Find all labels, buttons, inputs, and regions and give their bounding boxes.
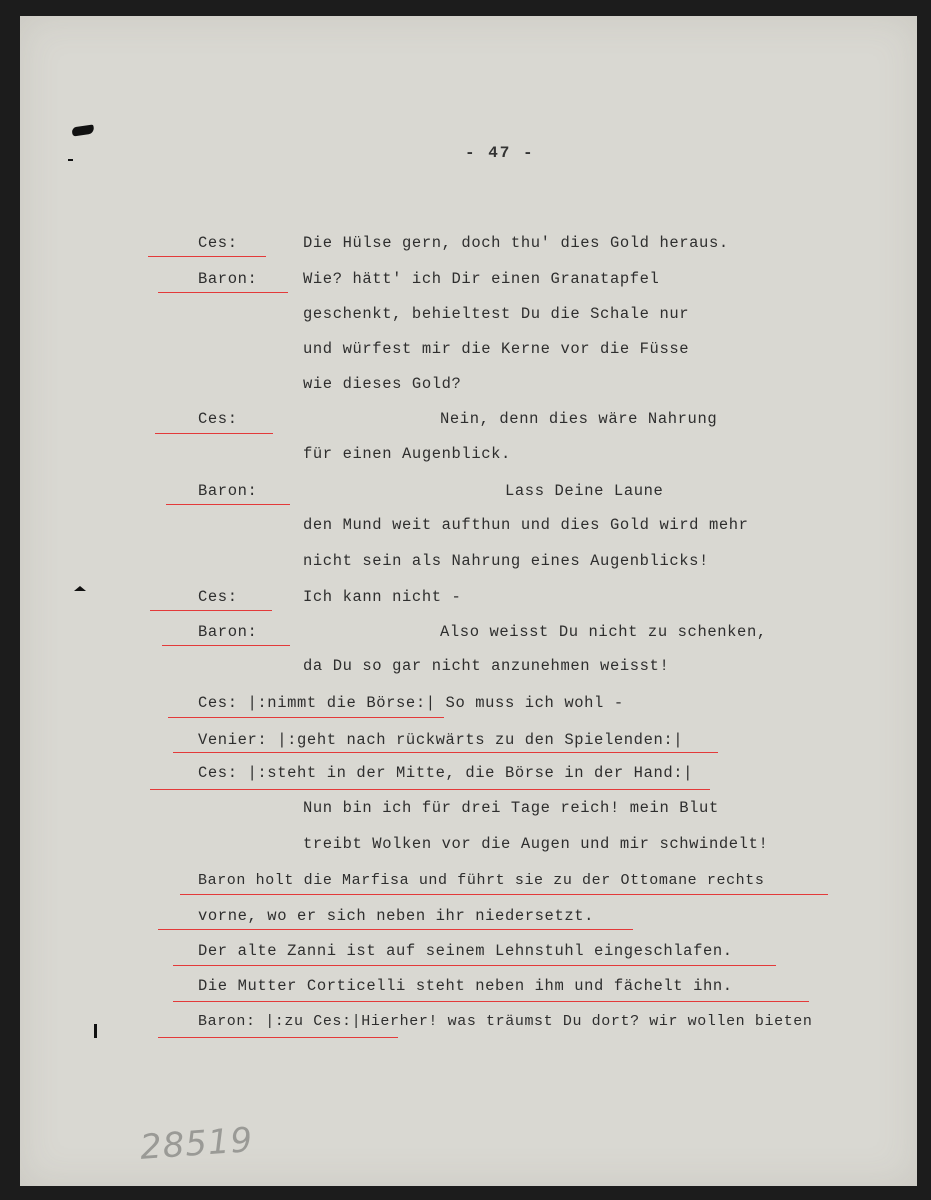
ink-speck xyxy=(68,159,73,161)
red-underline xyxy=(158,292,288,293)
speaker-label: Baron: xyxy=(198,270,258,288)
red-underline xyxy=(166,504,290,505)
red-underline xyxy=(155,433,273,434)
red-underline xyxy=(158,1037,398,1038)
stage-direction-line: Der alte Zanni ist auf seinem Lehnstuhl eingeschlafen. xyxy=(198,942,733,960)
speaker-label: Baron: xyxy=(198,623,258,641)
stage-direction-line: Baron: |:zu Ces:|Hierher! was träumst Du dort? wir wollen bieten xyxy=(198,1013,813,1030)
dialogue-line: Ich kann nicht - xyxy=(303,588,462,606)
red-underline xyxy=(168,717,444,718)
stage-direction-line: Die Mutter Corticelli steht neben ihm und fächelt ihn. xyxy=(198,977,733,995)
dialogue-line: wie dieses Gold? xyxy=(303,375,462,393)
dialogue-line: Nein, denn dies wäre Nahrung xyxy=(440,410,718,428)
dialogue-line: Also weisst Du nicht zu schenken, xyxy=(440,623,767,641)
red-underline xyxy=(180,894,828,895)
dialogue-line: da Du so gar nicht anzunehmen weisst! xyxy=(303,657,670,675)
dialogue-line: für einen Augenblick. xyxy=(303,445,511,463)
page-number: - 47 - xyxy=(465,144,535,162)
speaker-label: Ces: xyxy=(198,410,238,428)
stage-direction-line: Baron holt die Marfisa und führt sie zu der Ottomane rechts xyxy=(198,872,765,889)
dialogue-line: den Mund weit aufthun und dies Gold wird mehr xyxy=(303,516,749,534)
dialogue-line: geschenkt, behieltest Du die Schale nur xyxy=(303,305,690,323)
red-underline xyxy=(158,929,633,930)
red-underline xyxy=(173,965,776,966)
dialogue-line: Die Hülse gern, doch thu' dies Gold heraus. xyxy=(303,234,729,252)
red-underline xyxy=(162,645,290,646)
stage-direction-line: Ces: |:steht in der Mitte, die Börse in der Hand:| xyxy=(198,764,694,782)
dialogue-line: nicht sein als Nahrung eines Augenblicks! xyxy=(303,552,709,570)
typescript-page xyxy=(20,16,917,1186)
archive-number: 28519 xyxy=(138,1120,255,1168)
stage-direction-line: vorne, wo er sich neben ihr niedersetzt. xyxy=(198,907,595,925)
dialogue-line: Wie? hätt' ich Dir einen Granatapfel xyxy=(303,270,660,288)
red-underline xyxy=(150,610,272,611)
dialogue-line: Nun bin ich für drei Tage reich! mein Blut xyxy=(303,799,719,817)
speaker-label: Ces: xyxy=(198,588,238,606)
dialogue-line: treibt Wolken vor die Augen und mir schwindelt! xyxy=(303,835,769,853)
ink-speck xyxy=(94,1024,97,1038)
red-underline xyxy=(148,256,266,257)
speaker-label: Ces: xyxy=(198,234,238,252)
red-underline xyxy=(173,752,718,753)
speaker-label: Baron: xyxy=(198,482,258,500)
stage-direction-line: Venier: |:geht nach rückwärts zu den Spielenden:| xyxy=(198,731,684,749)
dialogue-line: und würfest mir die Kerne vor die Füsse xyxy=(303,340,690,358)
red-underline xyxy=(150,789,710,790)
red-underline xyxy=(173,1001,809,1002)
stage-direction-line: Ces: |:nimmt die Börse:| So muss ich wohl - xyxy=(198,694,624,712)
dialogue-line: Lass Deine Laune xyxy=(505,482,664,500)
